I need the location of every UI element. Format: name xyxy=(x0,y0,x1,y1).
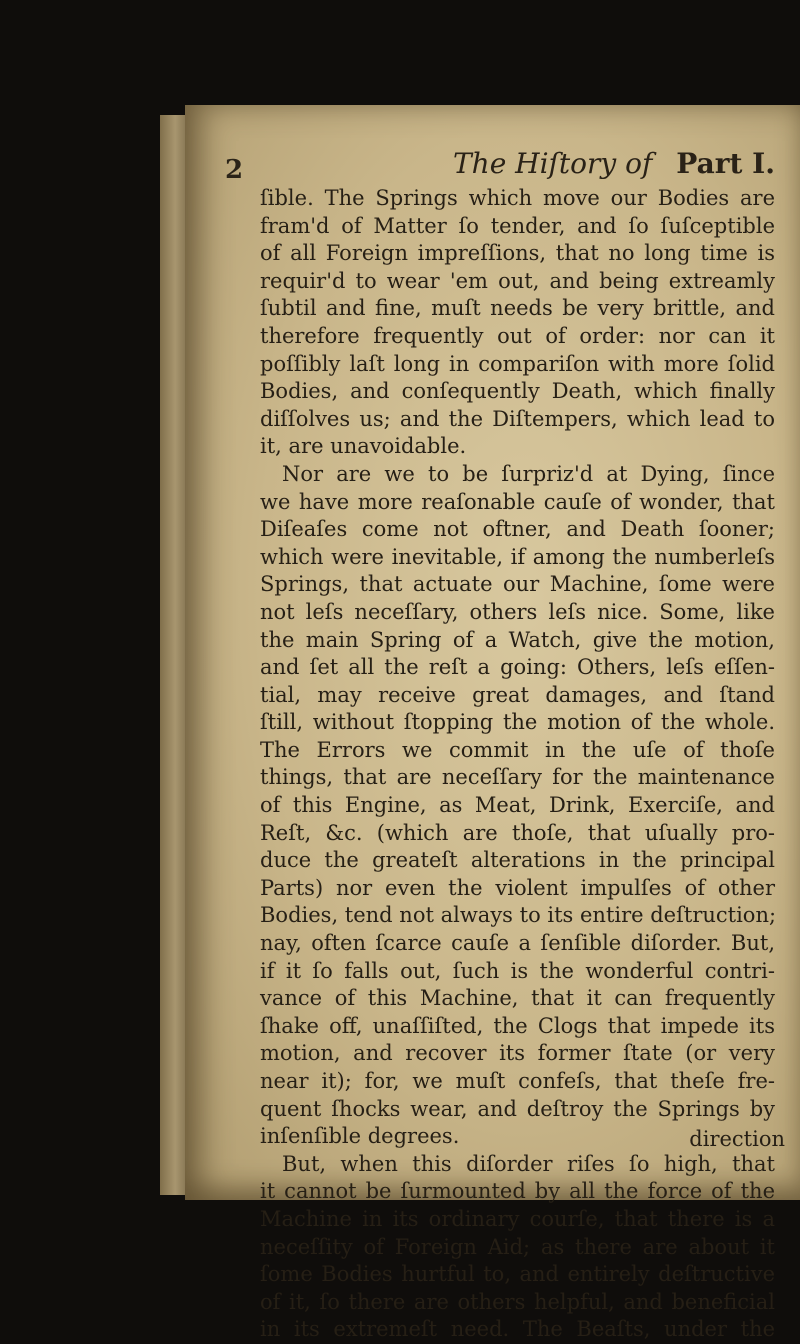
text-line: The Errors we commit in the uſe of thoſe xyxy=(260,737,775,762)
text-line: things, that are neceſſary for the maintenance xyxy=(260,765,775,790)
text-line: Reſt, &c. (which are thoſe, that uſually pro- xyxy=(260,820,775,845)
text-line: and ſet all the reſt a going: Others, leſs eſſen- xyxy=(260,655,775,680)
text-line: requir'd to wear 'em out, and being extreamly xyxy=(260,268,775,293)
text-line: the main Spring of a Watch, give the motion, xyxy=(260,627,775,652)
text-line: nay, often ſcarce cauſe a ſenſible diſorder. But, xyxy=(260,931,775,956)
text-line: therefore frequently out of order: nor can it xyxy=(260,323,775,348)
text-line: ſtill, without ſtopping the motion of the whole. xyxy=(260,710,775,735)
text-line: tial, may receive great damages, and ſtand xyxy=(260,682,775,707)
text-line: vance of this Machine, that it can frequently xyxy=(260,986,775,1011)
text-line: Machine in its ordinary courſe, that there is a xyxy=(260,1206,775,1231)
text-line: of this Engine, as Meat, Drink, Exerciſe, and xyxy=(260,793,775,818)
text-line: quent ſhocks wear, and deſtroy the Springs by xyxy=(260,1096,775,1121)
text-line: near it); for, we muſt confeſs, that theſe fre- xyxy=(260,1069,775,1093)
text-line: Bodies, and conſequently Death, which finally xyxy=(260,379,775,404)
text-line: fram'd of Matter ſo tender, and ſo ſuſceptible xyxy=(260,213,775,238)
text-line: not leſs neceſſary, others leſs nice. Some, like xyxy=(260,599,775,624)
text-line: Parts) nor even the violent impulſes of other xyxy=(260,875,775,900)
running-head xyxy=(453,147,793,181)
text-line: duce the greateſt alterations in the principal xyxy=(260,848,775,873)
text-line: ſible. The Springs which move our Bodies are xyxy=(260,186,775,210)
running-head-part: Part I. xyxy=(676,147,775,180)
text-line: poſſibly laſt long in compariſon with more ſolid xyxy=(260,351,775,376)
text-line: it cannot be ſurmounted by all the force of the xyxy=(260,1179,775,1204)
text-line: neceſſity of Foreign Aid; as there are about it xyxy=(260,1234,775,1259)
text-line: Springs, that actuate our Machine, ſome were xyxy=(260,572,775,597)
text-line: we have more reaſonable cauſe of wonder, that xyxy=(260,489,775,514)
running-head-title: The Hiſtory of xyxy=(453,147,653,180)
text-line: diſſolves us; and the Diſtempers, which lead to xyxy=(260,406,775,431)
text-line: in its extremeſt need. The Beaſts, under the xyxy=(260,1317,775,1342)
text-line: Nor are we to be ſurpriz'd at Dying, ſince xyxy=(282,461,775,486)
text-line: Diſeaſes come not oftner, and Death ſooner; xyxy=(260,517,775,542)
text-line: motion, and recover its former ſtate (or very xyxy=(260,1041,775,1066)
page-number: 2 xyxy=(225,155,244,185)
text-line: of it, ſo there are others helpful, and beneficial xyxy=(260,1289,775,1314)
text-line: inſenſible degrees. xyxy=(260,1124,460,1149)
text-line: of all Foreign impreſſions, that no long time is xyxy=(260,241,775,266)
text-line: which were inevitable, if among the numberleſs xyxy=(260,544,775,569)
text-line: if it ſo falls out, ſuch is the wonderful contri- xyxy=(260,958,775,983)
body-text xyxy=(260,185,775,1344)
catchword: direction xyxy=(689,1127,785,1151)
text-line: But, when this diſorder riſes ſo high, that xyxy=(282,1151,775,1176)
text-line: ſhake off, unaſſiſted, the Clogs that impede its xyxy=(260,1013,775,1038)
text-line: ſubtil and fine, muſt needs be very brittle, and xyxy=(260,296,775,321)
book-page xyxy=(185,105,800,1342)
text-line: Bodies, tend not always to its entire deſtruction; xyxy=(260,903,777,928)
text-line: it, are unavoidable. xyxy=(260,434,467,459)
text-line: ſome Bodies hurtful to, and entirely deſtructive xyxy=(260,1262,775,1287)
